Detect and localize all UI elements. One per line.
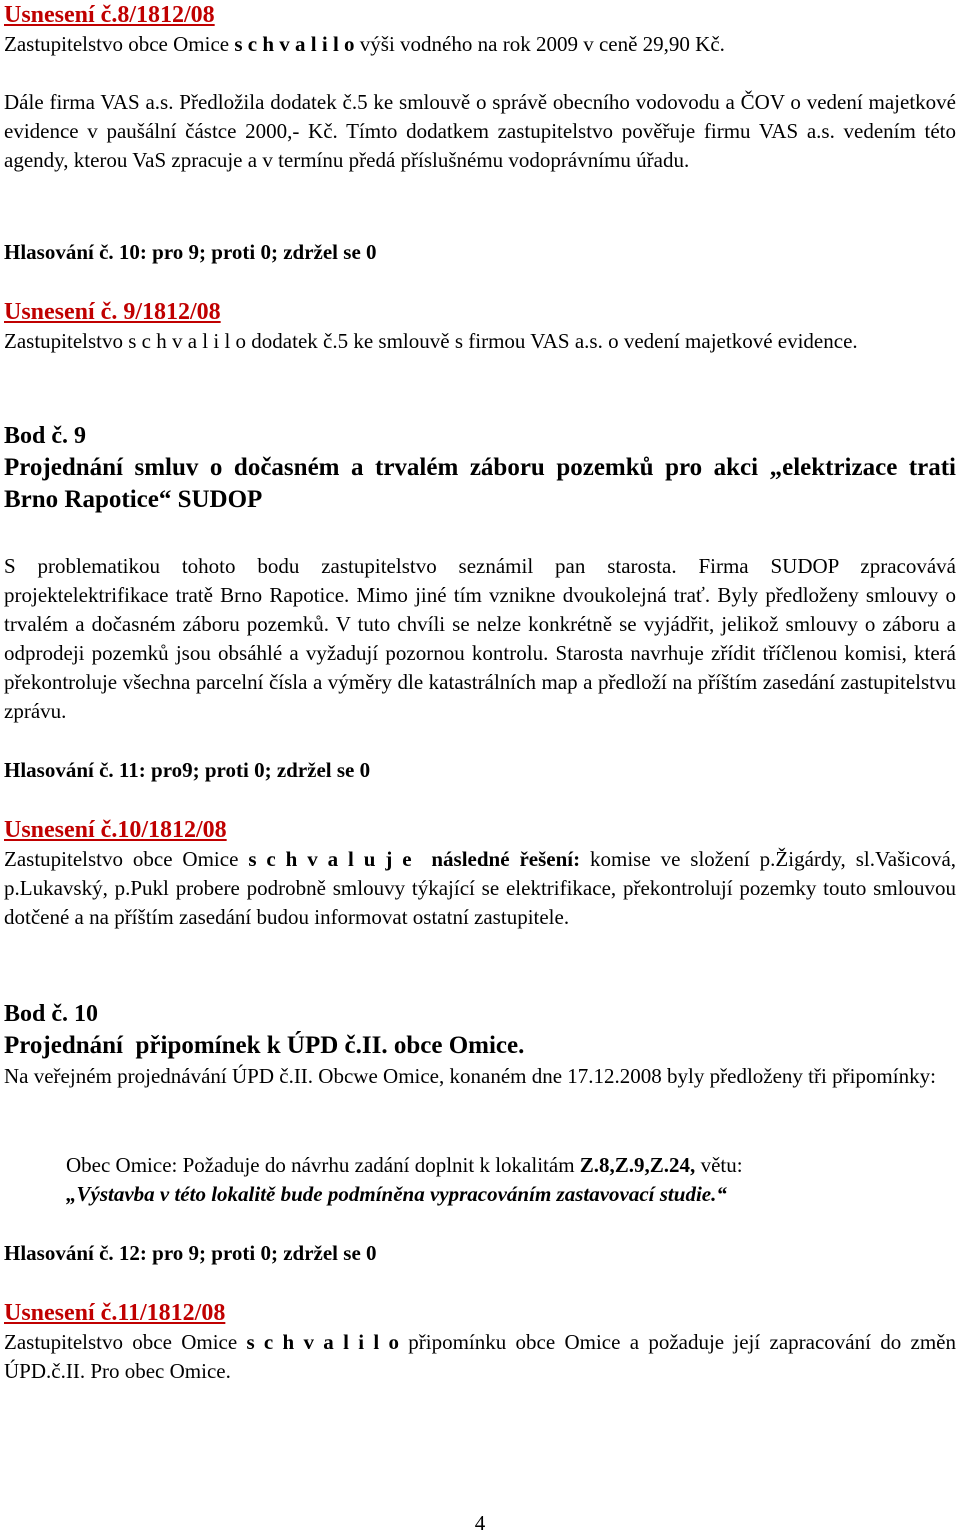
resolution-10-title: Usnesení č.10/1812/08 xyxy=(4,817,227,843)
resolution-9-text: Zastupitelstvo s c h v a l i l o dodatek č.5 ke smlouvě s firmou VAS a.s. o vedení majetkové evidence. xyxy=(4,329,858,353)
bod-10-label: Bod č. 10 xyxy=(4,1001,99,1027)
resolution-9-title: Usnesení č. 9/1812/08 xyxy=(4,299,221,325)
bod-10-comment-quote: „Výstavba v této lokalitě bude podmíněna vypracováním zastavovací studie.“ xyxy=(66,1182,727,1206)
bod-10-comment-post: větu: xyxy=(695,1153,743,1177)
bod-9-label: Bod č. 9 xyxy=(4,423,87,449)
resolution-8-verb: s c h v a l i l o xyxy=(234,32,355,56)
resolution-11-title: Usnesení č.11/1812/08 xyxy=(4,1300,226,1326)
resolution-8-title: Usnesení č.8/1812/08 xyxy=(4,2,215,28)
bod-9-text: S problematikou tohoto bodu zastupitelstvo seznámil pan starosta. Firma SUDOP zpracovává projektelektrifikace tratě Brno Rapotice. Mimo jiné tím vznikne dvoukolejná trať. Byly předloženy smlouvy o trvalém a dočasném záboru pozemků. V tuto chvíli se nelze konkrétně se vyjádřit, jelikož smlouvy o záboru a odprodeji pozemků jsou obsáhlé a vyžadují pozornou kontrolu. Starosta navrhuje zřídit tříčlenou komisi, která překontroluje všechna parcelní čísla a výměry dle katastrálních map a předloží na příštím zasedání zastupitelstvu zprávu. xyxy=(4,554,956,723)
resolution-10-verb: s c h v a l u j e xyxy=(248,847,412,871)
bod-10-comment-localities: Z.8,Z.9,Z.24, xyxy=(579,1153,696,1177)
resolution-10-text xyxy=(4,845,956,932)
bod-10-heading: Projednání připomínek k ÚPD č.II. obce Omice. xyxy=(4,1032,525,1059)
resolution-10-text-post: komise ve složení p.Žigárdy, sl.Vašicová, p.Lukavský, p.Pukl probere podrobně smlouvy týkající se elektrifikace, překontrolují pozemky touto smlouvou dotčené a na příštím zasedání budou informovat ostatní zastupitele. xyxy=(4,847,957,929)
bod-10-text: Na veřejném projednávání ÚPD č.II. Obcwe Omice, konaném dne 17.12.2008 byly předloženy tři připomínky: xyxy=(4,1064,936,1088)
bod-10-comment-pre: Obec Omice: Požaduje do návrhu zadání doplnit k lokalitám xyxy=(66,1153,580,1177)
resolution-8-text xyxy=(4,30,956,59)
page-number: 4 xyxy=(474,1511,486,1535)
section-bod-10 xyxy=(4,998,956,1091)
vote-11: Hlasování č. 11: pro9; proti 0; zdržel se 0 xyxy=(4,758,371,782)
resolution-10-text-pre: Zastupitelstvo obce Omice xyxy=(4,847,249,871)
resolution-11-text xyxy=(4,1328,956,1386)
resolution-11 xyxy=(4,1298,956,1386)
resolution-11-verb: s c h v a l i l o xyxy=(246,1330,399,1354)
bod-9-heading: Projednání smluv o dočasném a trvalém záboru pozemků pro akci „elektrizace trati Brno Rapotice“ SUDOP xyxy=(4,454,956,513)
resolution-10 xyxy=(4,815,956,932)
vote-12: Hlasování č. 12: pro 9; proti 0; zdržel se 0 xyxy=(4,1241,377,1265)
resolution-10-solution-label: následné řešení: xyxy=(411,847,581,871)
vote-10: Hlasování č. 10: pro 9; proti 0; zdržel se 0 xyxy=(4,240,377,264)
resolution-11-text-post: připomínku obce Omice a požaduje její zapracování do změn ÚPD.č.II. Pro obec Omice. xyxy=(4,1330,956,1383)
bod-10-comment-item xyxy=(4,1151,956,1180)
resolution-8 xyxy=(4,0,956,59)
resolution-8-text-pre: Zastupitelstvo obce Omice xyxy=(4,32,235,56)
resolution-11-text-pre: Zastupitelstvo obce Omice xyxy=(4,1330,247,1354)
resolution-9 xyxy=(4,297,956,356)
resolution-8-text-post: výši vodného na rok 2009 v ceně 29,90 Kč. xyxy=(354,32,725,56)
paragraph-vas: Dále firma VAS a.s. Předložila dodatek č.5 ke smlouvě o správě obecního vodovodu a ČOV o vedení majetkové evidence v paušální částce 2000,- Kč. Tímto dodatkem zastupitelstvo pověřuje firmu VAS a.s. vedením této agendy, kterou VaS zpracuje a v termínu předá příslušnému vodoprávnímu úřadu. xyxy=(4,90,956,172)
section-bod-9 xyxy=(4,420,956,516)
